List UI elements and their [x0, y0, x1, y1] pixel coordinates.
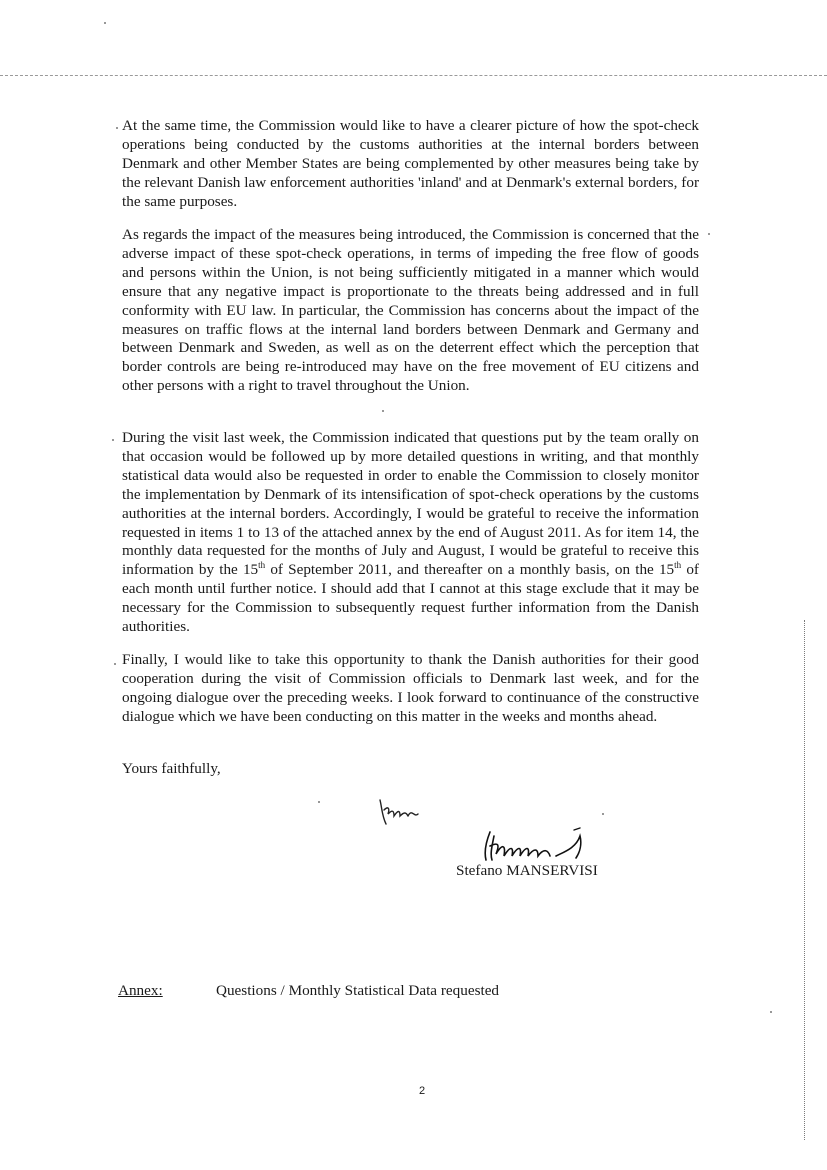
- ordinal-suffix: th: [258, 560, 266, 571]
- paragraph-3-part-1: During the visit last week, the Commission indicated that questions put by the team orally on that occasion would be followed up by more detailed questions in writing, and that monthly statistical data would also be requested in order to enable the Commission to closely monitor the implementation by Denmark of its intensification of spot-check operations by the customs authorities at the internal borders. Accordingly, I would be grateful to receive the information requested in items 1 to 13 of the attached annex by the end of August 2011. As for item 14, the monthly data requested for the months of July and August, I would be grateful to receive this information by the 15: [122, 429, 699, 579]
- scan-speck: [318, 801, 320, 803]
- scan-speck: [382, 410, 384, 412]
- scan-speck: [114, 663, 116, 665]
- paragraph-3-part-2: of September 2011, and thereafter on a monthly basis, on the 15: [265, 561, 675, 579]
- header-rule: [0, 75, 827, 76]
- closing-salutation: Yours faithfully,: [122, 760, 221, 777]
- initials-signature-image: [374, 796, 430, 828]
- ordinal-suffix: th: [674, 560, 682, 571]
- paragraph-4: Finally, I would like to take this opportunity to thank the Danish authorities for their good cooperation during the visit of Commission officials to Denmark last week, and for the ongoing dialogue over the preceding weeks. I look forward to continuance of the constructive dialogue which we have been conducting on this matter in the weeks and months ahead.: [122, 651, 699, 725]
- annex-label: Annex:: [118, 982, 163, 999]
- paragraph-2: As regards the impact of the measures being introduced, the Commission is concerned that the adverse impact of these spot-check operations, in terms of impeding the free flow of goods and persons within the Union, is not being sufficiently mitigated in a manner which would ensure that any negative impact is proportionate to the threats being addressed and in full conformity with EU law. In particular, the Commission has concerns about the impact of the measures on traffic flows at the internal land borders between Denmark and Germany and between Denmark and Sweden, as well as on the deterrent effect which the perception that border controls are being re-introduced may have on the free movement of EU citizens and other persons with a right to travel throughout the Union.: [122, 226, 699, 395]
- paragraph-3: [122, 429, 699, 637]
- scan-speck: [116, 127, 118, 129]
- signatory-name: Stefano MANSERVISI: [456, 862, 598, 879]
- scan-speck: [112, 439, 114, 441]
- scan-speck: [602, 813, 604, 815]
- annex-description: Questions / Monthly Statistical Data requested: [216, 982, 500, 999]
- page-number: 2: [419, 1085, 426, 1097]
- scan-speck: [104, 22, 106, 24]
- paragraph-1: At the same time, the Commission would like to have a clearer picture of how the spot-check operations being conducted by the customs authorities at the internal borders between Denmark and other Member States are being complemented by other measures being take by the relevant Danish law enforcement authorities 'inland' and at Denmark's external borders, for the same purposes.: [122, 117, 699, 210]
- handwritten-signature-image: [480, 826, 600, 866]
- scan-speck: [708, 233, 710, 235]
- scan-speck: [770, 1011, 772, 1013]
- paragraph-3-part-3: of each month until further notice. I should add that I cannot at this stage exclude that it may be necessary for the Commission to subsequently request further information from the Danish authorities.: [122, 561, 699, 636]
- scan-edge-line: [804, 620, 805, 1140]
